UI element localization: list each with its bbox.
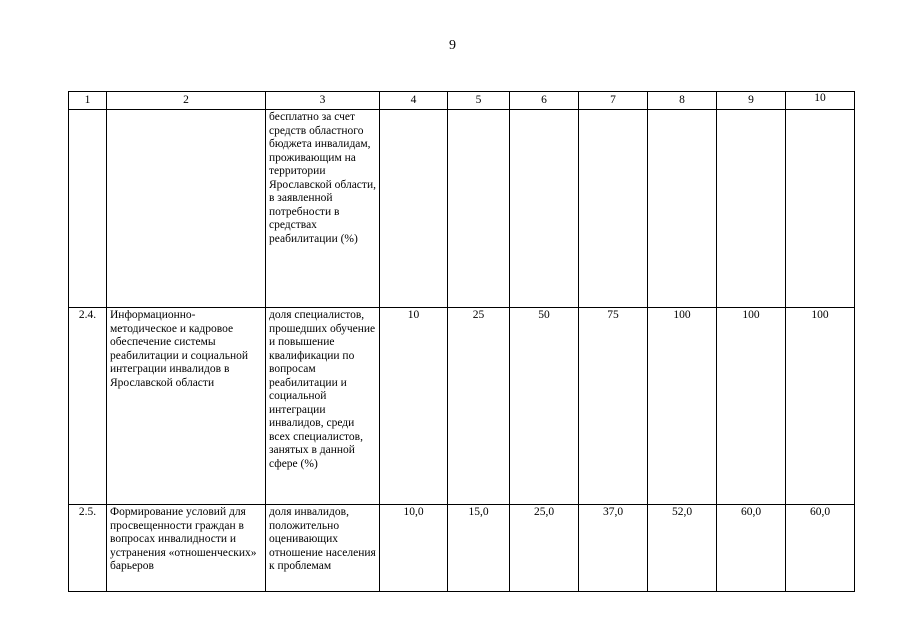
- table-row: [69, 505, 855, 592]
- value-cell: 60,0: [786, 505, 855, 592]
- value-cell: 100: [717, 308, 786, 505]
- value-cell: 75: [579, 308, 648, 505]
- header-cell: 2: [107, 92, 266, 110]
- row-number-cell: 2.5.: [69, 505, 107, 592]
- value-cell: [786, 110, 855, 308]
- value-cell: [579, 110, 648, 308]
- row-name-cell: Информационно-методическое и кадровое обеспечение системы реабилитации и социальной интеграции инвалидов в Ярославской области: [107, 308, 266, 505]
- value-cell: 50: [510, 308, 579, 505]
- page-number: 9: [449, 38, 456, 53]
- value-cell: [380, 110, 448, 308]
- value-cell: 25,0: [510, 505, 579, 592]
- header-cell: 9: [717, 92, 786, 110]
- value-cell: [717, 110, 786, 308]
- header-cell: 4: [380, 92, 448, 110]
- header-cell: 5: [448, 92, 510, 110]
- value-cell: 25: [448, 308, 510, 505]
- value-cell: 100: [648, 308, 717, 505]
- header-cell: 8: [648, 92, 717, 110]
- header-cell: 7: [579, 92, 648, 110]
- header-cell: 3: [266, 92, 380, 110]
- row-name-cell: Формирование условий для просвещенности граждан в вопросах инвалидности и устранения «отношенческих» барьеров: [107, 505, 266, 592]
- value-cell: 37,0: [579, 505, 648, 592]
- value-cell: 10: [380, 308, 448, 505]
- table-header-row: [69, 92, 855, 110]
- row-indicator-cell: бесплатно за счет средств областного бюджета инвалидам, проживающим на территории Ярославской области, в заявленной потребности в средствах реабилитации (%): [266, 110, 380, 308]
- table-row: [69, 110, 855, 308]
- value-cell: [448, 110, 510, 308]
- value-cell: [648, 110, 717, 308]
- row-name-cell: [107, 110, 266, 308]
- header-cell: 6: [510, 92, 579, 110]
- value-cell: 52,0: [648, 505, 717, 592]
- value-cell: 15,0: [448, 505, 510, 592]
- table-row: [69, 308, 855, 505]
- row-number-cell: 2.4.: [69, 308, 107, 505]
- row-indicator-cell: доля специалистов, прошедших обучение и повышение квалификации по вопросам реабилитации и социальной интеграции инвалидов, среди всех специалистов, занятых в данной сфере (%): [266, 308, 380, 505]
- row-number-cell: [69, 110, 107, 308]
- value-cell: 10,0: [380, 505, 448, 592]
- value-cell: [510, 110, 579, 308]
- header-cell: 10: [786, 92, 855, 110]
- value-cell: 60,0: [717, 505, 786, 592]
- row-indicator-cell: доля инвалидов, положительно оценивающих отношение населения к проблемам: [266, 505, 380, 592]
- indicators-table: [68, 91, 855, 592]
- header-cell: 1: [69, 92, 107, 110]
- value-cell: 100: [786, 308, 855, 505]
